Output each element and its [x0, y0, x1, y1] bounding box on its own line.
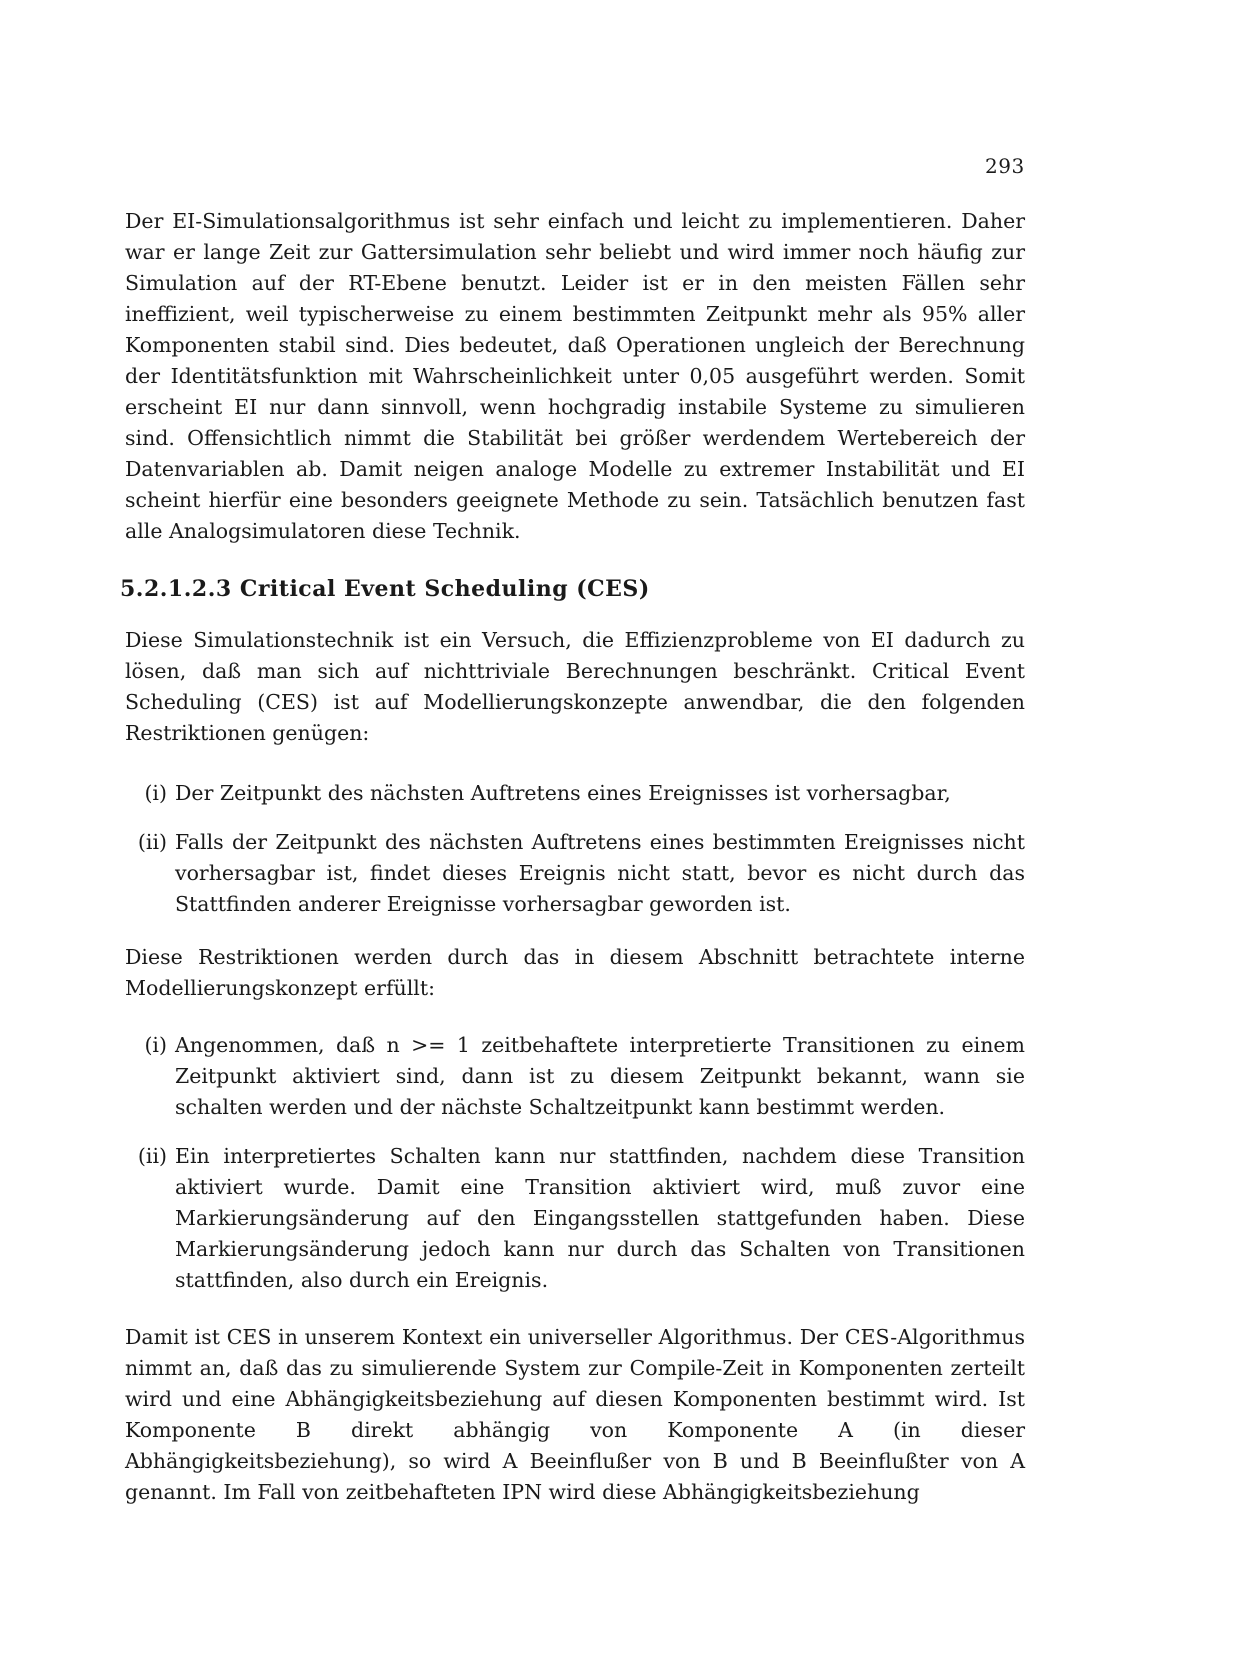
- fulfillment-list: [125, 1030, 1025, 1296]
- list-marker: (i): [144, 1033, 167, 1057]
- paragraph-ei-algorithm: Der EI-Simulationsalgorithmus ist sehr einfach und leicht zu implementieren. Daher war er lange Zeit zur Gattersimulation sehr beliebt und wird immer noch häufig zur Simulation auf der RT-Ebene benutzt. Leider ist er in den meisten Fällen sehr ineffizient, weil typischerweise zu einem bestimmten Zeitpunkt mehr als 95% aller Komponenten stabil sind. Dies bedeutet, daß Operationen ungleich der Berechnung der Identitätsfunktion mit Wahrscheinlichkeit unter 0,05 ausgeführt werden. Somit erscheint EI nur dann sinnvoll, wenn hochgradig instabile Systeme zu simulieren sind. Offensichtlich nimmt die Stabilität bei größer werdendem Wertebereich der Datenvariablen ab. Damit neigen analoge Modelle zu extremer Instabilität und EI scheint hierfür eine besonders geeignete Methode zu sein. Tatsächlich benutzen fast alle Analogsimulatoren diese Technik.: [125, 209, 1025, 543]
- page-number: 293: [985, 154, 1025, 178]
- list-item-text: Der Zeitpunkt des nächsten Auftretens eines Ereignisses ist vorhersagbar,: [175, 781, 951, 805]
- list-item: [125, 1141, 1025, 1296]
- list-marker: (i): [144, 781, 167, 805]
- list-item-text: Falls der Zeitpunkt des nächsten Auftretens eines bestimmten Ereignisses nicht vorhersagbar ist, findet dieses Ereignis nicht statt, bevor es nicht durch das Stattfinden anderer Ereignisse vorhersagbar geworden ist.: [175, 830, 1025, 916]
- paragraph-ces-algorithm: Damit ist CES in unserem Kontext ein universeller Algorithmus. Der CES-Algorithmus nimmt an, daß das zu simulierende System zur Compile-Zeit in Komponenten zerteilt wird und eine Abhängigkeitsbeziehung auf diesen Komponenten bestimmt wird. Ist Komponente B direkt abhängig von Komponente A (in dieser Abhängigkeitsbeziehung), so wird A Beeinflußer von B und B Beeinflußter von A genannt. Im Fall von zeitbehafteten IPN wird diese Abhängigkeitsbeziehung: [125, 1325, 1025, 1504]
- paragraph-ces-intro: Diese Simulationstechnik ist ein Versuch, die Effizienzprobleme von EI dadurch zu lösen, daß man sich auf nichttriviale Berechnungen beschränkt. Critical Event Scheduling (CES) ist auf Modellierungskonzepte anwendbar, die den folgenden Restriktionen genügen:: [125, 628, 1025, 745]
- list-item: [125, 1030, 1025, 1123]
- list-item: [125, 827, 1025, 920]
- list-item-text: Angenommen, daß n >= 1 zeitbehaftete interpretierte Transitionen zu einem Zeitpunkt aktiviert sind, dann ist zu diesem Zeitpunkt bekannt, wann sie schalten werden und der nächste Schaltzeitpunkt kann bestimmt werden.: [175, 1033, 1025, 1119]
- paragraph-restrictions-fulfilled: Diese Restriktionen werden durch das in diesem Abschnitt betrachtete interne Modellierungskonzept erfüllt:: [125, 945, 1025, 1000]
- list-marker: (ii): [137, 1144, 167, 1168]
- list-item-text: Ein interpretiertes Schalten kann nur stattfinden, nachdem diese Transition aktiviert wurde. Damit eine Transition aktiviert wird, muß zuvor eine Markierungsänderung auf den Eingangsstellen stattgefunden haben. Diese Markierungsänderung jedoch kann nur durch das Schalten von Transitionen stattfinden, also durch ein Ereignis.: [175, 1144, 1025, 1292]
- section-heading: 5.2.1.2.3 Critical Event Scheduling (CES): [120, 576, 650, 602]
- restrictions-list: [125, 778, 1025, 920]
- list-marker: (ii): [137, 830, 167, 854]
- list-item: [125, 778, 1025, 809]
